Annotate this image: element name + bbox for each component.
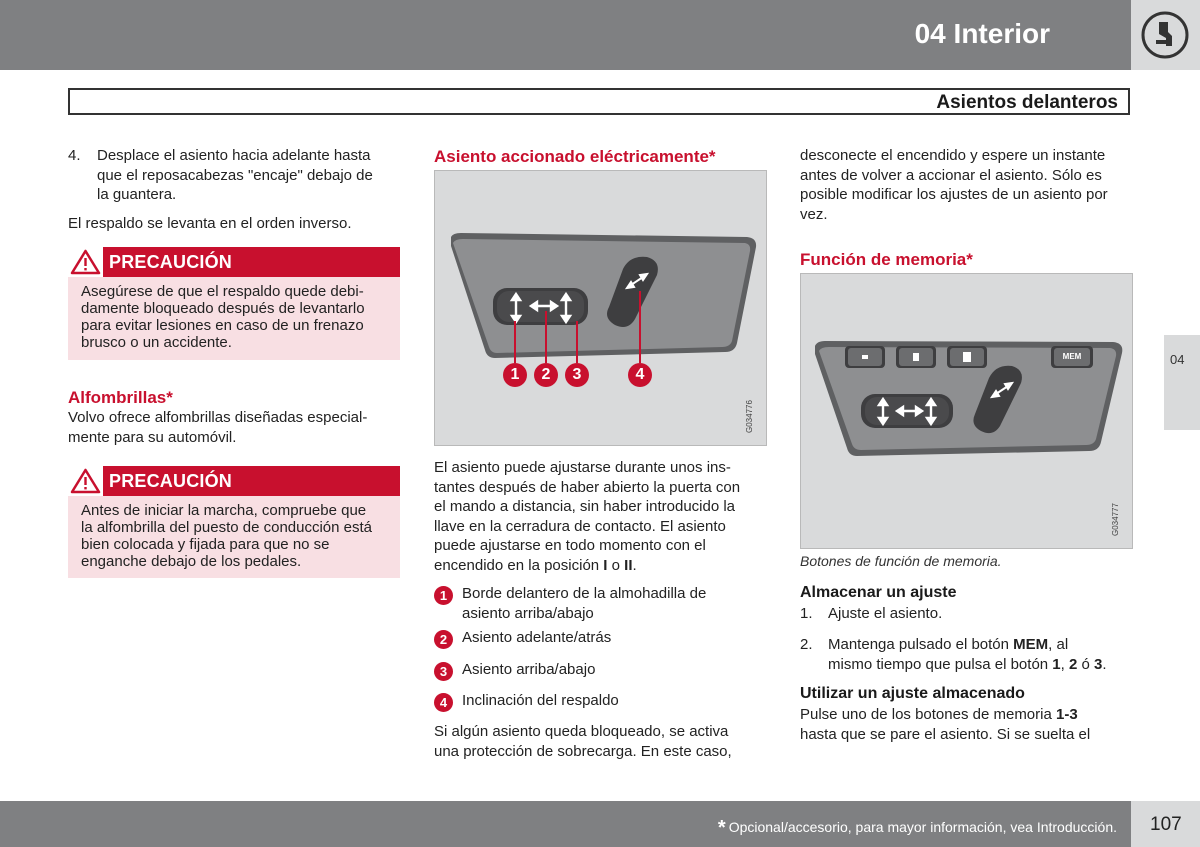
power-seat-heading: Asiento accionado eléctricamente* bbox=[434, 147, 716, 166]
text-line: hasta que se pare el asiento. Si se suelta el bbox=[800, 725, 1091, 743]
figure-code: G034776 bbox=[745, 400, 754, 433]
text-line: vez. bbox=[800, 205, 828, 223]
store-heading: Almacenar un ajuste bbox=[800, 584, 957, 601]
mem-button-label: MEM bbox=[1062, 352, 1082, 361]
text-line: Si algún asiento queda bloqueado, se activa bbox=[434, 723, 729, 740]
warning-icon-box bbox=[68, 466, 103, 496]
warning-body bbox=[68, 496, 400, 578]
memory-control-figure bbox=[800, 273, 1133, 549]
warning-line: bien colocada y fijada para que no se bbox=[81, 536, 330, 553]
mats-text-line: Volvo ofrece alfombrillas diseñadas especial- bbox=[68, 409, 368, 426]
step-number: 4. bbox=[68, 147, 81, 164]
text-line: llave en la cerradura de contacto. El asiento bbox=[434, 517, 726, 535]
right-paragraph bbox=[800, 146, 1140, 224]
warning-triangle-icon bbox=[68, 247, 103, 277]
text-line: una protección de sobrecarga. En este caso, bbox=[434, 742, 732, 760]
callout-badge: 3 bbox=[565, 363, 589, 387]
side-tab-label: 04 bbox=[1170, 352, 1185, 367]
warning-triangle-icon bbox=[68, 466, 103, 496]
warning-line: Asegúrese de que el respaldo quede debi- bbox=[81, 283, 364, 300]
seat-icon bbox=[1140, 10, 1190, 60]
section-bar bbox=[68, 88, 1130, 115]
seat-control-illustration bbox=[435, 171, 766, 445]
chapter-title: 04 Interior bbox=[914, 18, 1050, 49]
overload-paragraph bbox=[434, 722, 774, 761]
memory-control-illustration bbox=[801, 274, 1132, 548]
page-number-box bbox=[1131, 801, 1200, 847]
chapter-side-tab bbox=[1164, 335, 1200, 430]
legend-text: Asiento adelante/atrás bbox=[462, 629, 612, 646]
footer-asterisk: * bbox=[717, 817, 726, 839]
section-title: Asientos delanteros bbox=[936, 92, 1118, 113]
step-4 bbox=[68, 146, 403, 206]
memory-heading: Función de memoria* bbox=[800, 250, 973, 269]
warning-body bbox=[68, 277, 400, 360]
legend-text: asiento arriba/abajo bbox=[462, 604, 594, 622]
page-number: 107 bbox=[1150, 814, 1182, 835]
warning-line: enganche debajo de los pedales. bbox=[81, 553, 302, 570]
store-step-1 bbox=[800, 604, 1160, 624]
warning-line: Antes de iniciar la marcha, compruebe que bbox=[81, 502, 367, 519]
callout-badge: 2 bbox=[534, 363, 558, 387]
use-paragraph bbox=[800, 705, 1140, 744]
mats-heading: Alfombrillas* bbox=[68, 388, 173, 407]
step-text: Mantenga pulsado el botón MEM, al bbox=[828, 636, 1069, 653]
step-number: 1. bbox=[800, 605, 813, 622]
store-step-2 bbox=[800, 635, 1160, 675]
warning-title: PRECAUCIÓN bbox=[109, 252, 233, 272]
legend-text: Inclinación del respaldo bbox=[462, 692, 619, 709]
callout-badge: 1 bbox=[503, 363, 527, 387]
warning-line: para evitar lesiones en caso de un frenazo bbox=[81, 317, 364, 334]
text-line: el mando a distancia, sin haber introducido la bbox=[434, 498, 736, 515]
footer-note bbox=[718, 817, 1117, 840]
chapter-icon-box bbox=[1131, 0, 1200, 70]
text-line: encendido en la posición I o II. bbox=[434, 556, 637, 574]
step-text-line: Desplace el asiento hacia adelante hasta bbox=[97, 147, 371, 164]
seat-control-figure bbox=[434, 170, 767, 446]
text-line: El asiento puede ajustarse durante unos ins- bbox=[434, 459, 731, 476]
legend-text: Asiento arriba/abajo bbox=[462, 661, 596, 678]
power-seat-paragraph bbox=[434, 458, 774, 575]
text-line: puede ajustarse en todo momento con el bbox=[434, 537, 706, 554]
text-line: posible modificar los ajustes de un asiento por bbox=[800, 186, 1108, 203]
paragraph: El respaldo se levanta en el orden inverso. bbox=[68, 215, 352, 232]
callout-badge: 4 bbox=[628, 363, 652, 387]
text-line: Pulse uno de los botones de memoria 1-3 bbox=[800, 706, 1078, 723]
warning-line: la alfombrilla del puesto de conducción está bbox=[81, 519, 373, 536]
warning-header bbox=[68, 247, 400, 277]
footer-note-text: Opcional/accesorio, para mayor información, vea Introducción. bbox=[728, 819, 1117, 835]
text-line: tantes después de haber abierto la puerta con bbox=[434, 478, 741, 496]
text-line: desconecte el encendido y espere un instante bbox=[800, 147, 1106, 164]
text-line: antes de volver a accionar el asiento. Sólo es bbox=[800, 166, 1102, 184]
legend-item bbox=[434, 660, 774, 680]
warning-header bbox=[68, 466, 400, 496]
legend-badge: 1 bbox=[434, 586, 453, 605]
step-text: Ajuste el asiento. bbox=[828, 605, 943, 622]
figure-code: G034777 bbox=[1111, 503, 1120, 536]
step-text-line: que el reposacabezas "encaje" debajo de bbox=[97, 166, 373, 184]
warning-title: PRECAUCIÓN bbox=[109, 471, 233, 491]
store-steps bbox=[800, 604, 1160, 675]
header-band bbox=[0, 0, 1131, 70]
use-heading: Utilizar un ajuste almacenado bbox=[800, 685, 1025, 702]
legend-badge: 2 bbox=[434, 630, 453, 649]
legend-badge: 3 bbox=[434, 662, 453, 681]
legend-badge: 4 bbox=[434, 693, 453, 712]
warning-line: damente bloqueado después de levantarlo bbox=[81, 300, 365, 317]
figure-caption: Botones de función de memoria. bbox=[800, 553, 1002, 569]
left-column bbox=[68, 146, 403, 234]
legend-item bbox=[434, 628, 774, 648]
mats-text-line: mente para su automóvil. bbox=[68, 428, 237, 446]
mats-section bbox=[68, 387, 403, 447]
step-text: mismo tiempo que pulsa el botón 1, 2 ó 3. bbox=[828, 655, 1107, 673]
step-text-line: la guantera. bbox=[97, 186, 177, 203]
warning-icon-box bbox=[68, 247, 103, 277]
legend-item bbox=[434, 584, 774, 624]
legend-item bbox=[434, 691, 774, 711]
step-number: 2. bbox=[800, 636, 813, 653]
legend-text: Borde delantero de la almohadilla de bbox=[462, 585, 707, 602]
warning-line: brusco o un accidente. bbox=[81, 334, 232, 351]
footer-band bbox=[0, 801, 1131, 847]
